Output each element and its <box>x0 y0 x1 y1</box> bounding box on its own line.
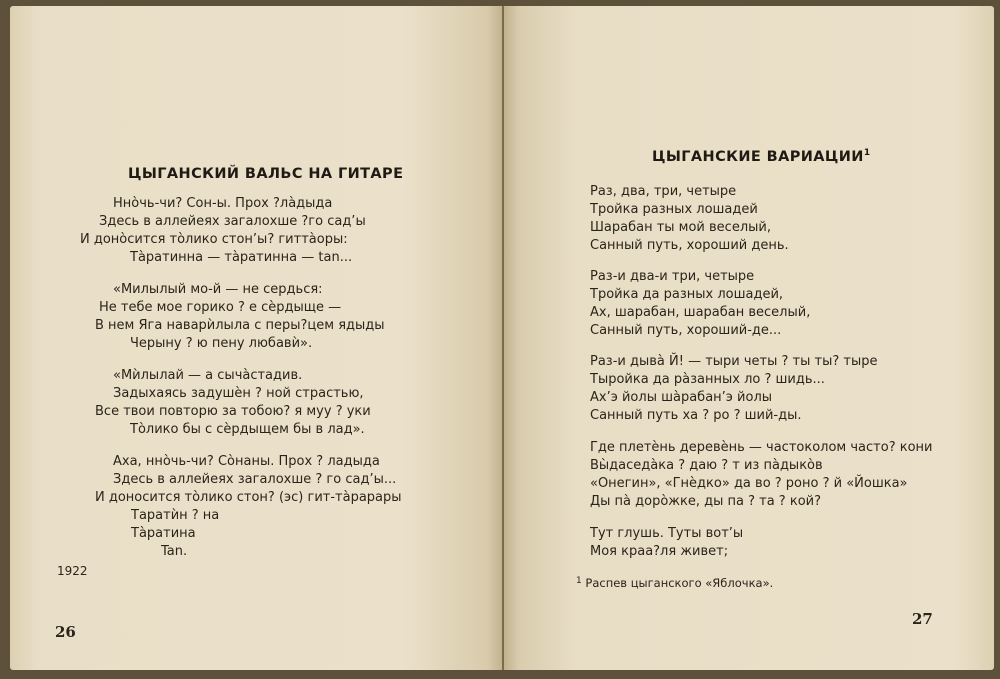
verse-line: Санный путь, хороший день. <box>590 238 789 253</box>
right-page <box>504 6 994 670</box>
verse-line: Здесь в аллейеях загалохше ?го сад’ы <box>99 214 366 229</box>
verse-line: Нно̀чь-чи? Сон-ы. Прох ?ла̀дыда <box>113 196 333 211</box>
verse-line: Та̀ратинна — та̀ратинна — tan... <box>130 250 353 265</box>
page-number: 27 <box>912 610 933 628</box>
verse-line: Таратѝн ? на <box>131 508 220 523</box>
verse-line: Тыройка да ра̀занных ло ? шидь... <box>590 372 825 387</box>
page-number: 26 <box>55 623 76 641</box>
bleed-through-text <box>245 48 398 180</box>
verse-line: Та̀ратина <box>131 526 196 541</box>
verse-line: Все твои повторю за тобою? я муу ? уки <box>95 404 371 419</box>
verse-line: Раз, два, три, четыре <box>590 184 737 199</box>
page-title: ЦЫГАНСКИЙ ВАЛЬС НА ГИТАРЕ <box>128 166 404 182</box>
verse-line: Тут глушь. Туты вот’ы <box>590 526 744 541</box>
verse-line: В нем Яга наварѝлыла с перы?цем ядыды <box>95 318 385 333</box>
verse-line: «Мѝлылай — а сычàстадив. <box>113 368 303 383</box>
verse-line: Моя краа?ля живет; <box>590 544 729 559</box>
verse-line: Задыхаясь задушѐн ? ной страстью, <box>113 386 364 401</box>
poem-year: 1922 <box>57 564 88 578</box>
footnote <box>576 576 773 590</box>
verse-line: «Милылый мо-й — не сердься: <box>113 282 323 297</box>
verse-line: Черыну ? ю пену любавѝ». <box>130 336 313 351</box>
page-title <box>652 148 871 165</box>
verse-line: Аха, нно̀чь-чи? Со̀наны. Прох ? ладыда <box>113 454 380 469</box>
verse-line: Шарабан ты мой веселый, <box>590 220 771 235</box>
verse-line: Тройка разных лошадей <box>590 202 758 217</box>
verse-line: И доносится то̀лико стон? (эс) гит-тàрарары <box>95 490 402 505</box>
verse-line: Ах, шарабан, шарабан веселый, <box>590 305 811 320</box>
verse-line: Тройка да разных лошадей, <box>590 287 784 302</box>
verse-line: Раз-и два-и три, четыре <box>590 269 755 284</box>
verse-line: Санный путь, хороший-де... <box>590 323 782 338</box>
footnote-reference: 1 <box>863 148 871 158</box>
verse-line: Раз-и дыва̀ Й! — тыри четы ? ты ты? тыре <box>590 354 878 369</box>
verse-line: Не тебе мое горико ? е сѐрдыще — <box>99 300 342 315</box>
left-page <box>10 6 502 670</box>
footnote-mark: 1 <box>576 576 582 586</box>
verse-line: «Онегин», «Гнѐдко» да во ? роно ? й «Йошка» <box>590 476 908 491</box>
verse-line: Здесь в аллейеях загалохше ? го сад’ы... <box>113 472 397 487</box>
verse-line: Ды па̀ доро̀жке, ды па ? та ? кой? <box>590 494 821 509</box>
verse-line: Tan. <box>161 544 188 559</box>
verse-line: Ах’э йолы шàрабан’э йолы <box>590 390 773 405</box>
verse-line: И доно̀сится то̀лико стон’ы? гиттàоры: <box>80 232 348 247</box>
verse-line: Санный путь ха ? ро ? ший-ды. <box>590 408 802 423</box>
verse-line: Вы̀даседа̀ка ? даю ? т из па̀дыко̀в <box>590 458 823 473</box>
verse-line: То̀лико бы с сѐрдыщем бы в лад». <box>130 422 365 437</box>
footnote-text: Распев цыганского «Яблочка». <box>585 576 774 590</box>
page-title-text: ЦЫГАНСКИЕ ВАРИАЦИИ <box>652 149 864 165</box>
verse-line: Где плетѐнь деревѐнь — частоколом часто? кони <box>590 440 933 455</box>
